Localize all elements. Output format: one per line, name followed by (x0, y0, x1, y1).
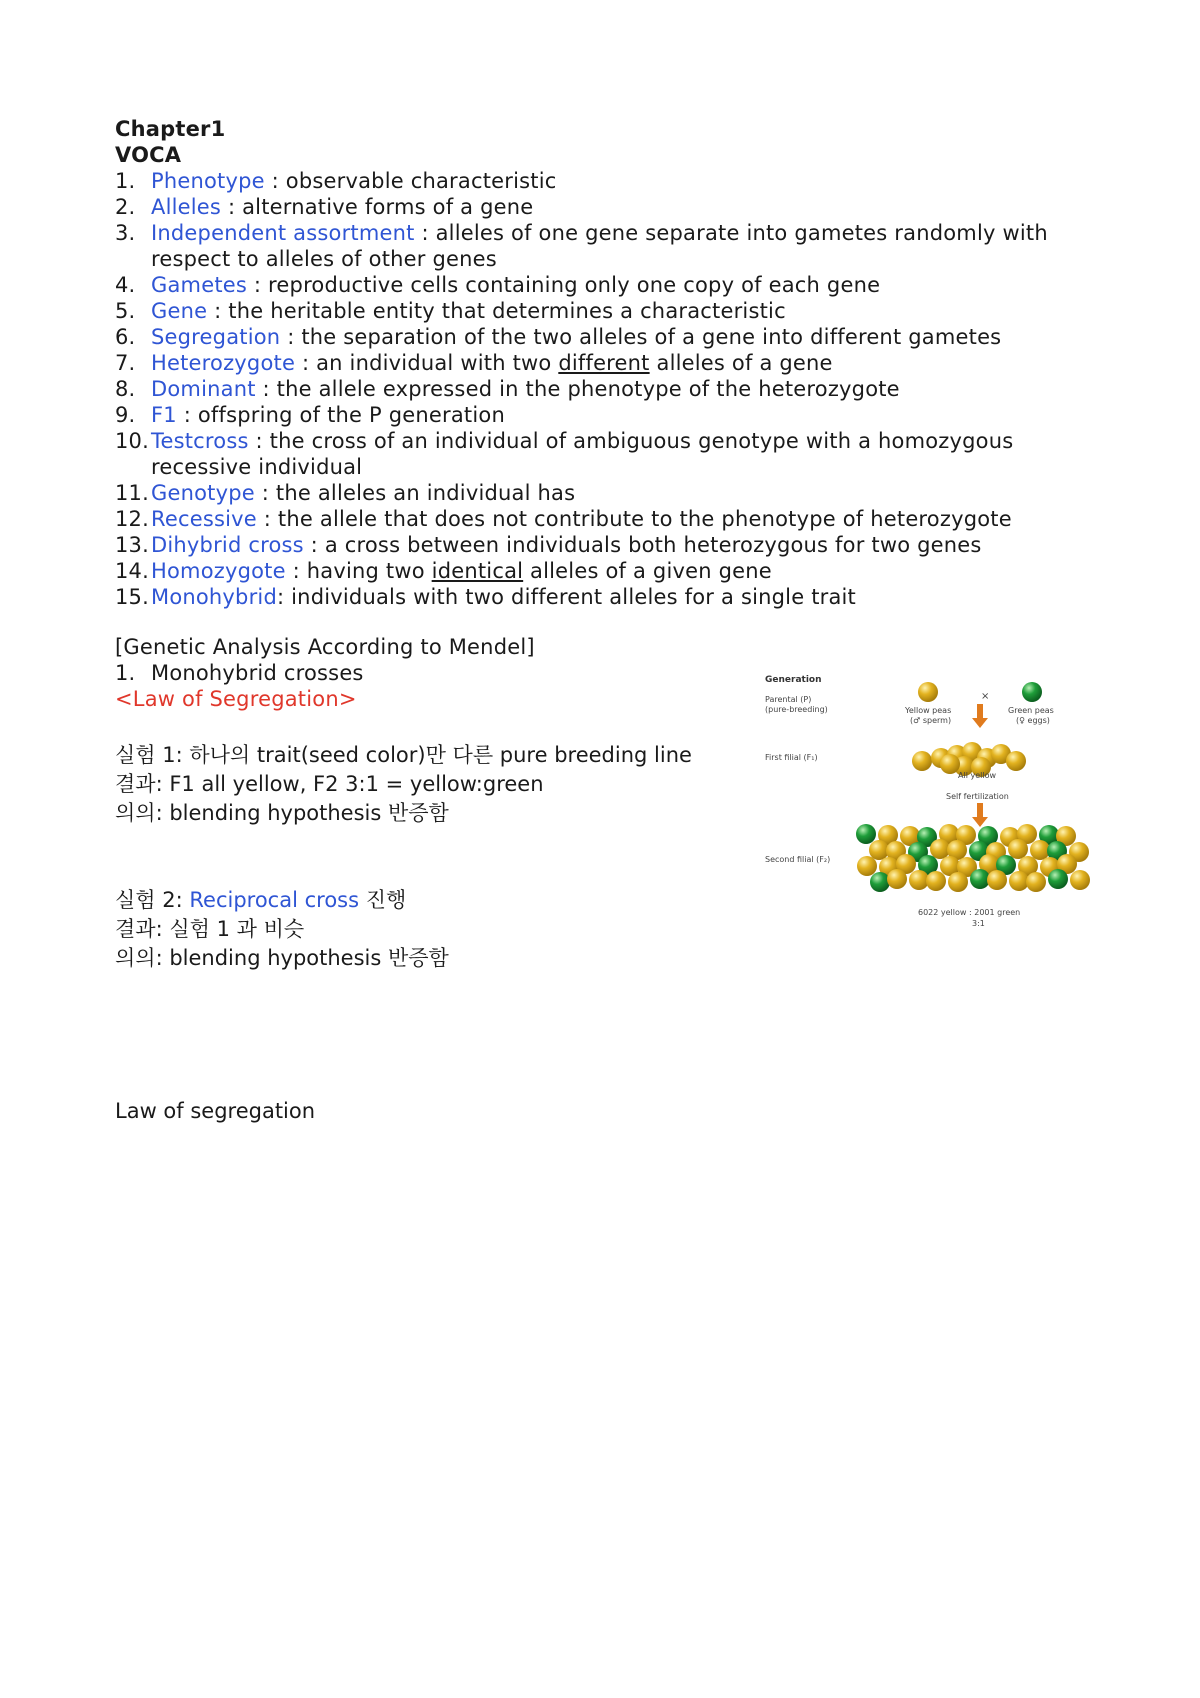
experiment-2 (115, 886, 695, 973)
yellow-pea-icon (926, 871, 946, 891)
figure-second-filial-label: Second filial (F₂) (765, 855, 831, 864)
item-number: 10. (115, 429, 149, 453)
voca-item (115, 272, 1115, 298)
voca-term: Gene (151, 299, 208, 323)
item-number: 11. (115, 481, 149, 505)
voca-list (115, 168, 1115, 610)
voca-item (115, 428, 1115, 480)
voca-term: Alleles (151, 195, 222, 219)
chapter-title: Chapter1 (115, 117, 226, 141)
figure-self-fertilization-label: Self fertilization (946, 792, 1009, 801)
voca-item (115, 324, 1115, 350)
text: blending hypothesis 반증함 (162, 801, 449, 825)
text: 실험 1 과 비슷 (162, 917, 305, 941)
yellow-pea-icon (1026, 872, 1046, 892)
arrow-down-icon (972, 704, 988, 728)
yellow-pea-icon (930, 839, 950, 859)
item-number: 13. (115, 533, 149, 557)
label: 실험 2: (115, 888, 183, 912)
item-number: 3. (115, 221, 136, 245)
voca-term: Gametes (151, 273, 248, 297)
vocabulary-block (115, 116, 1115, 712)
label: 의의: (115, 946, 163, 970)
figure-first-filial-label: First filial (F₁) (765, 753, 818, 762)
yellow-pea-icon (987, 870, 1007, 890)
item-number: 1. (115, 169, 136, 193)
term: Reciprocal cross (189, 888, 360, 912)
figure-green-label: Green peas (1008, 706, 1054, 715)
item-number: 6. (115, 325, 136, 349)
green-pea-icon (970, 869, 990, 889)
voca-term: Monohybrid (151, 585, 277, 609)
voca-definition: : the alleles an individual has (254, 481, 576, 505)
experiment-1-meaning (115, 799, 695, 828)
experiment-2-meaning (115, 944, 695, 973)
text: 하나의 trait(seed color)만 다른 pure breeding line (182, 743, 692, 767)
text: blending hypothesis 반증함 (162, 946, 449, 970)
item-number: 1. (115, 661, 136, 685)
green-pea-icon (870, 872, 890, 892)
voca-term: Segregation (151, 325, 281, 349)
yellow-pea-icon (887, 869, 907, 889)
voca-item (115, 350, 1115, 376)
underlined-word: different (558, 351, 650, 375)
arrow-down-icon (972, 803, 988, 827)
experiment-2-title (115, 886, 695, 915)
experiment-2-result (115, 915, 695, 944)
voca-definition: : observable characteristic (264, 169, 557, 193)
figure-generation-label: Generation (765, 675, 822, 685)
voca-term: Homozygote (151, 559, 286, 583)
voca-item (115, 168, 1115, 194)
underlined-word: identical (431, 559, 524, 583)
subsection-label: Monohybrid crosses (151, 661, 364, 685)
voca-item (115, 532, 1115, 558)
voca-term: Recessive (151, 507, 257, 531)
text: 진행 (359, 888, 407, 912)
green-pea-icon (856, 824, 876, 844)
label: 의의: (115, 801, 163, 825)
yellow-pea-icon (869, 840, 889, 860)
voca-definition: : the separation of the two alleles of a gene into different gametes (280, 325, 1002, 349)
voca-definition-tail: alleles of a gene (649, 351, 833, 375)
voca-item (115, 220, 1115, 272)
voca-definition: : the allele expressed in the phenotype of the heterozygote (255, 377, 900, 401)
green-pea-icon (1022, 682, 1042, 702)
item-number: 12. (115, 507, 149, 531)
figure-count-label: 6022 yellow : 2001 green (918, 908, 1021, 917)
yellow-pea-icon (912, 751, 932, 771)
item-number: 15. (115, 585, 149, 609)
voca-heading: VOCA (115, 143, 182, 167)
voca-item (115, 194, 1115, 220)
figure-parental-label: Parental (P) (765, 695, 812, 704)
experiment-1-result (115, 770, 695, 799)
label: 실험 1: (115, 743, 183, 767)
figure-yellow-sublabel: (♂ sperm) (910, 716, 952, 725)
yellow-pea-icon (1070, 870, 1090, 890)
experiment-1 (115, 741, 695, 828)
mendel-cross-figure (750, 658, 1090, 938)
voca-definition: : offspring of the P generation (176, 403, 505, 427)
yellow-pea-icon (1006, 751, 1026, 771)
item-number: 7. (115, 351, 136, 375)
voca-definition: : a cross between individuals both heterozygous for two genes (303, 533, 982, 557)
yellow-pea-icon (918, 682, 938, 702)
voca-term: Genotype (151, 481, 255, 505)
voca-definition: : alternative forms of a gene (221, 195, 534, 219)
voca-item (115, 298, 1115, 324)
green-pea-icon (1048, 869, 1068, 889)
yellow-pea-icon (857, 856, 877, 876)
yellow-pea-icon (940, 754, 960, 774)
section-title: [Genetic Analysis According to Mendel] (115, 635, 535, 659)
yellow-pea-icon (1008, 839, 1028, 859)
voca-item (115, 584, 1115, 610)
voca-definition: : reproductive cells containing only one copy of each gene (247, 273, 881, 297)
voca-term: Testcross (151, 429, 249, 453)
figure-ratio-label: 3:1 (972, 919, 985, 928)
item-number: 2. (115, 195, 136, 219)
voca-item (115, 402, 1115, 428)
item-number: 9. (115, 403, 136, 427)
voca-term: Dihybrid cross (151, 533, 304, 557)
voca-item (115, 480, 1115, 506)
voca-definition: : alleles of one gene separate into gametes randomly with respect to alleles of other genes (151, 221, 1048, 271)
voca-term: Dominant (151, 377, 256, 401)
cross-symbol: × (981, 691, 990, 702)
yellow-pea-icon (909, 870, 929, 890)
yellow-pea-icon (1009, 871, 1029, 891)
voca-term: Heterozygote (151, 351, 296, 375)
item-number: 5. (115, 299, 136, 323)
f2-peas-group (856, 824, 1090, 892)
figure-yellow-label: Yellow peas (905, 706, 952, 715)
text: F1 all yellow, F2 3:1 = yellow:green (162, 772, 544, 796)
yellow-pea-icon (948, 872, 968, 892)
label: 결과: (115, 917, 163, 941)
item-number: 14. (115, 559, 149, 583)
figure-svg (750, 658, 1090, 938)
item-number: 4. (115, 273, 136, 297)
voca-term: Independent assortment (151, 221, 415, 245)
footer-law-of-segregation: Law of segregation (115, 1099, 316, 1123)
voca-definition: : an individual with two (295, 351, 559, 375)
law-heading: <Law of Segregation> (115, 687, 357, 711)
voca-definition: : individuals with two different alleles for a single trait (277, 585, 856, 609)
voca-term: Phenotype (151, 169, 265, 193)
voca-item (115, 558, 1115, 584)
voca-definition: : the heritable entity that determines a characteristic (207, 299, 786, 323)
figure-all-yellow-label: All yellow (958, 771, 996, 780)
yellow-pea-icon (1030, 840, 1050, 860)
voca-definition-tail: alleles of a given gene (523, 559, 772, 583)
voca-item (115, 506, 1115, 532)
voca-definition: : the allele that does not contribute to the phenotype of heterozygote (256, 507, 1012, 531)
voca-definition: : having two (285, 559, 432, 583)
figure-green-sublabel: (♀ eggs) (1016, 716, 1050, 725)
item-number: 8. (115, 377, 136, 401)
experiment-1-title (115, 741, 695, 770)
figure-parental-sublabel: (pure-breeding) (765, 705, 828, 714)
label: 결과: (115, 772, 163, 796)
voca-term: F1 (151, 403, 177, 427)
voca-definition: : the cross of an individual of ambiguous genotype with a homozygous recessive individual (151, 429, 1014, 479)
spacer (115, 610, 1115, 634)
voca-item (115, 376, 1115, 402)
